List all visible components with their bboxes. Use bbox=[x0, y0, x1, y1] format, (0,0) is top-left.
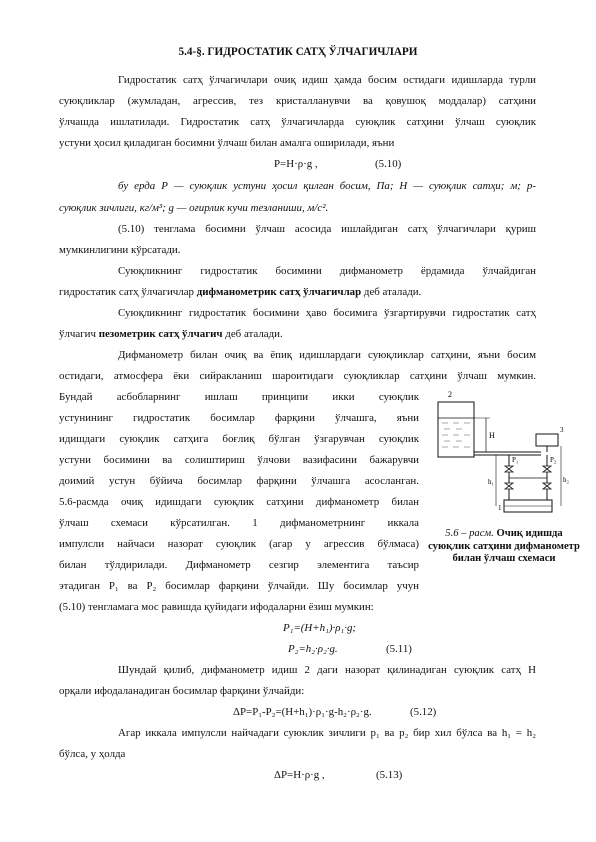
equation-5-13: ΔP=H·ρ·g , bbox=[274, 769, 325, 781]
figure-caption-number: 5.6 – расм. bbox=[445, 528, 494, 539]
equation-5-12-number: (5.12) bbox=[410, 706, 437, 718]
label-H: H bbox=[489, 431, 495, 440]
p5-line-10: импулсли найчаси назорат суюқлик (агар у агрессив бўлмаса) bbox=[59, 538, 419, 550]
p1-line-2: суюқликлар (жумладан, агрессив, тез кристалланувчи ва қовушоқ моддалар) сатҳини bbox=[59, 95, 536, 107]
label-h2: h₂ bbox=[563, 476, 569, 484]
vessel-3 bbox=[536, 434, 558, 446]
equation-p1: P₁=(H+h₁)·ρ₁·g; bbox=[283, 622, 357, 634]
p5-line-6: устуни босимини ва солиштириш ўлчови вазифасини бажарувчи bbox=[59, 454, 419, 466]
label-p2: P₂ bbox=[550, 456, 557, 464]
figure-caption bbox=[424, 528, 584, 566]
definitions-line-1: бу ерда Р — суюқлик устуни ҳосил қилган босим, Па; Н — суюқлик сатҳи; м; р- bbox=[118, 180, 536, 192]
p6-line-1: Шундай қилиб, дифманометр идиш 2 даги назорат қилинадиган суюқлик сатҳ Н bbox=[118, 664, 536, 676]
p5-line-4: устунининг гидростатик босимлар фарқини ўлчашга, яъни bbox=[59, 412, 419, 424]
p4-line-1: Суюқликнинг гидростатик босимини ҳаво босимига ўзгартирувчи гидростатик сатҳ bbox=[118, 307, 536, 319]
p1-line-3: ўлчашда ишлатилади. Гидростатик сатҳ ўлчагичларда суюқлик сатҳини ўлчаш суюқлик bbox=[59, 116, 536, 128]
p7-line-2: бўлса, у ҳолда bbox=[59, 748, 126, 760]
equation-p2: P₂=h₂·ρ₂·g. bbox=[288, 643, 338, 655]
tank-2 bbox=[438, 402, 474, 457]
label-1: 1 bbox=[498, 504, 502, 512]
label-2: 2 bbox=[448, 390, 452, 399]
figure-caption-text: Очиқ идишда суюқлик сатҳини дифманометр билан ўлчаш схемаси bbox=[428, 528, 580, 564]
p3-line-2: гидростатик сатҳ ўлчагичлар дифманометрик сатҳ ўлчагичлар деб аталади. bbox=[59, 286, 422, 298]
label-3: 3 bbox=[560, 426, 564, 434]
difmanometer-schematic bbox=[426, 382, 576, 522]
term-piezometric: пезометрик сатҳ ўлчагич bbox=[98, 328, 223, 340]
definitions-line-2: суюқлик зичлиги, кг/м³; g — оғирлик кучи тезланиши, м/с². bbox=[59, 202, 329, 214]
section-title: 5.4-§. ГИДРОСТАТИК САТҲ ЎЛЧАГИЧЛАРИ bbox=[178, 46, 418, 58]
p5-line-7: доимий устун бўйича босимлар фарқини ўлчашга асосланган. bbox=[59, 475, 419, 487]
term-difmanometric: дифманометрик сатҳ ўлчагичлар bbox=[196, 286, 362, 298]
p5-line-3: Бундай асбобларнинг ишлаш принципи икки суюқлик bbox=[59, 391, 419, 403]
p5-line-8: 5.6-расмда очиқ идишдаги суюқлик сатҳини дифманометр билан bbox=[59, 496, 419, 508]
label-h1: h₁ bbox=[488, 478, 494, 486]
p1-line-4: устуни ҳосил қиладиган босимни ўлчаш билан амалга оширилади, яъни bbox=[59, 137, 395, 149]
p2-line-1: (5.10) тенглама босимни ўлчаш асосида ишлайдиган сатҳ ўлчагичлари қуриш bbox=[118, 223, 536, 235]
p5-line-12: этадиган P₁ ва P₂ босимлар фарқини ўлчайди. Шу босимлар учун bbox=[59, 580, 419, 592]
p5-line-13: (5.10) тенгламага мос равишда қуйидаги ифодаларни ёзиш мумкин: bbox=[59, 601, 374, 613]
equation-5-10-number: (5.10) bbox=[375, 158, 402, 170]
p3-line-1: Суюқликнинг гидростатик босимини дифманометр ёрдамида ўлчайдиган bbox=[118, 265, 536, 277]
p5-line-2: остидаги, атмосфера ёки сийракланиш шароитидаги суюқликлар сатҳини ўлчаш мумкин. bbox=[59, 370, 536, 382]
p7-line-1: Агар иккала импулсли найчадаги суюклик зичлиги p₁ ва p₂ бир хил бўлса ва h₁ = h₂ bbox=[118, 727, 536, 739]
equation-5-11-number: (5.11) bbox=[386, 643, 412, 655]
p5-line-9: ўлчаш схемаси кўрсатилган. 1 дифманометрнинг иккала bbox=[59, 517, 419, 529]
p1-line-1: Гидростатик сатҳ ўлчагичлари очиқ идиш ҳамда босим остидаги идишларда турли bbox=[118, 74, 536, 86]
p6-line-2: орқали ифодаланадиган босимлар фарқини ўлчайди: bbox=[59, 685, 305, 697]
p5-line-11: билан тўлдирилади. Дифманометр сезгир элементига таъсир bbox=[59, 559, 419, 571]
equation-5-10: P=H·ρ·g , bbox=[274, 158, 318, 170]
equation-5-12: ΔP=P₁-P₂=(H+h₁)·ρ₁·g-h₂·ρ₂·g. bbox=[233, 706, 372, 718]
p5-line-1: Дифманометр билан очиқ ва ёпиқ идишлардаги суюқликлар сатҳини, яъни босим bbox=[118, 349, 536, 361]
p2-line-2: мумкинлигини кўрсатади. bbox=[59, 244, 181, 256]
label-p1: P₁ bbox=[512, 456, 519, 464]
p4-line-2: ўлчагич пезометрик сатҳ ўлчагич деб аталади. bbox=[59, 328, 283, 340]
equation-5-13-number: (5.13) bbox=[376, 769, 403, 781]
p5-line-5: идишдаги суюқлик сатҳига боғлиқ бўлган ўзгарувчан суюқлик bbox=[59, 433, 419, 445]
